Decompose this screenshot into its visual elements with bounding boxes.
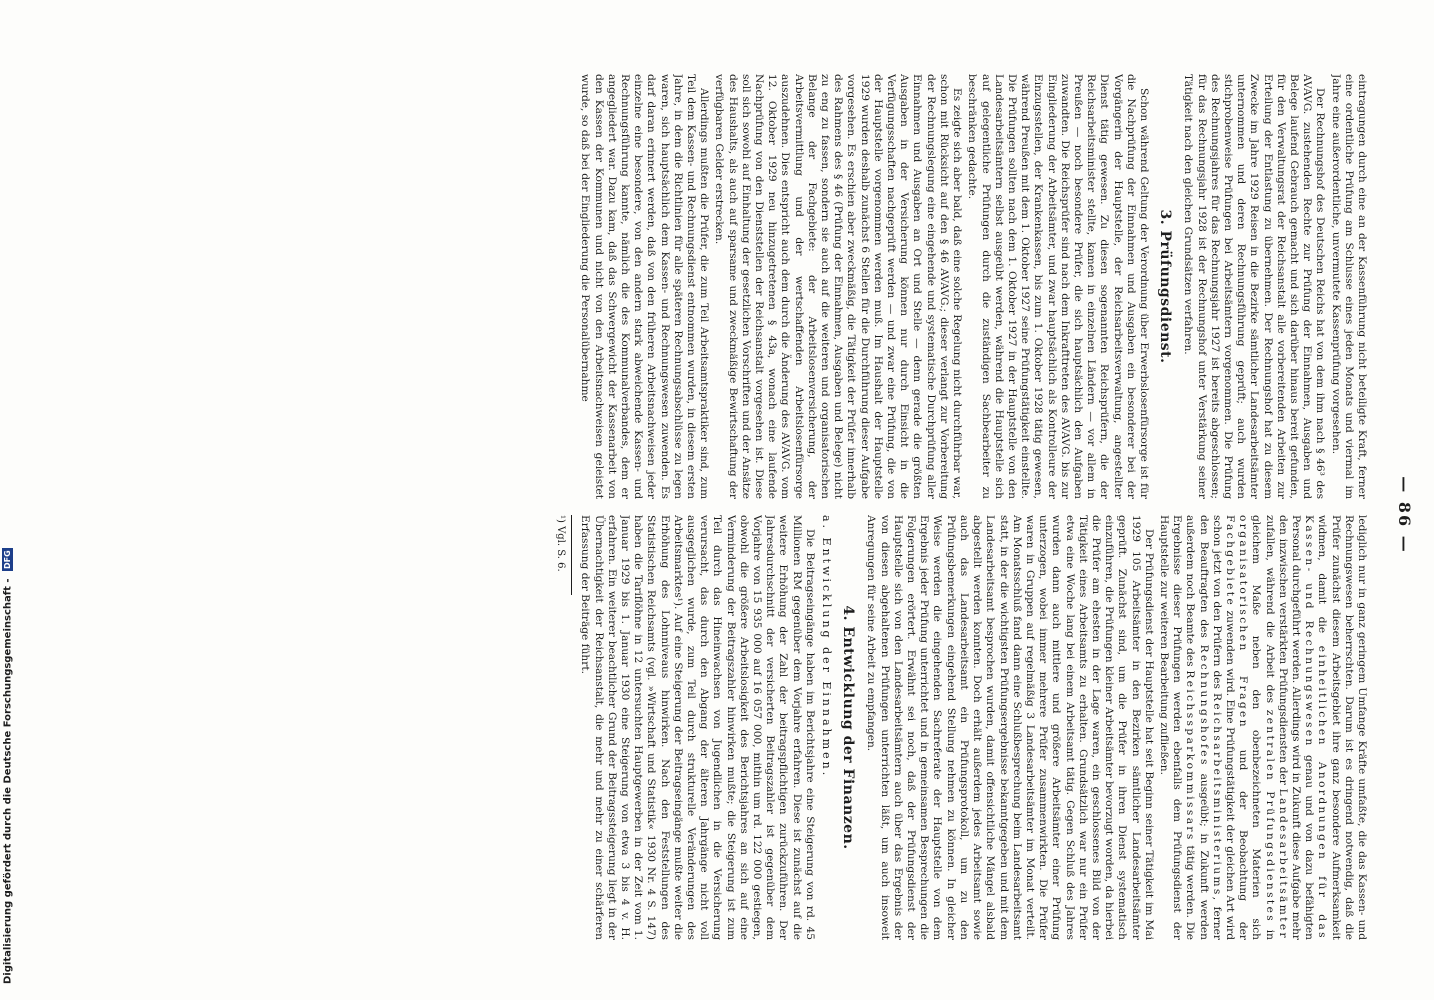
paragraph: eintragungen durch eine an der Kassenführung nicht beteiligte Kraft, ferner eine ordentliche Prüfung am Schlusse eines jeden Monats und viermal im Jahre eine außerordentliche, unvermutete Kassenprüfung vorgesehen. (1329, 74, 1368, 499)
paragraph: Der Prüfungsdienst der Hauptstelle hat seit Beginn seiner Tätigkeit im Mai 1929 105 Arbeitsämter in den Bezirken sämtlicher Landesarbeitsämter geprüft. Zunächst sind, um die Prüfer in ihren Dienst systematisch einzuführen, die Prüfungen kleiner Arbeitsämter bevorzugt worden, da hierbei die Prüfer am ehesten in der Lage waren, ein geschlossenes Bild von der Tätigkeit eines Arbeitsamts zu erhalten. Grundsätzlich war nur ein Prüfer etwa eine Woche lang bei einem Arbeitsamt tätig. Gegen Schluß des Jahres wurden dann auch mittlere und größere Arbeitsämter einer Prüfung unterzogen, wobei immer mehrere Prüfer zusammenwirkten. Die Prüfer waren in Gruppen auf regelmäßig 3 Landesarbeitsämter im Monat verteilt. Am Monatsschluß fand dann eine Schlußbesprechung beim Landesarbeitsamt statt, in der die wichtigsten Prüfungsergebnisse bekanntgegeben und mit dem Landesarbeitsamt besprochen wurden, damit offensichtliche Mängel alsbald abgestellt werden konnten. Doch erhält außerdem jedes Arbeitsamt sowie auch das Landesarbeitsamt ein Prüfungsprotokoll, um zu den Prüfungsbemerkungen eingehend Stellung nehmen zu können. In gleicher Weise werden die eingehenden Sachreferate der Hauptstelle von dem Ergebnis jeder Prüfung unterrichtet und in gemeinsamen Besprechungen die Folgerungen erörtert. Erwähnt sei noch, daß der Prüfungsdienst der Hauptstelle sich von den Landesarbeitsämtern auch über das Ergebnis der von diesen abgehaltenen Prüfungen unterrichten läßt, um auch insoweit Anregungen für seine Arbeit zu empfangen. (865, 515, 1155, 940)
credit-text: Digitalisierung gefördert durch die Deutsche Forschungsgemeinschaft - (2, 578, 14, 984)
emphasis-text: Reichssparkommissars (1184, 670, 1197, 842)
emphasis-text: Fachgebiete (1223, 515, 1236, 608)
right-column (113, 515, 1368, 940)
emphasis-text: Landesarbeitsämter (1276, 788, 1289, 940)
paragraph: Der Rechnungshof des Deutschen Reichs hat von dem ihm nach § 46³ des AVAVG. zustehenden Rechte zur Prüfung der Einnahmen, Ausgaben und Belege laufend Gebrauch gemacht und sich darüber hinaus bereit gefunden, für den Verwaltungsrat der Reichsanstalt alle vorbereitenden Arbeiten zur Erteilung der Entlastung zu übernehmen. Der Rechnungshof hat zu diesem Zwecke im Jahre 1929 Reisen in die Bezirke sämtlicher Landesarbeitsämter unternommen und deren Rechnungsführung geprüft; auch wurden stichprobenweise Prüfungen bei Arbeitsämtern vorgenommen. Die Prüfung des Rechnungsjahres für das Rechnungsjahr 1927 ist bereits abgeschlossen; für das Rechnungsjahr 1928 ist der Rechnungshof unter Verstärkung seiner Tätigkeit nach den gleichen Grundsätzen verfahren. (1182, 74, 1327, 499)
emphasis-text: organisatorischen Fragen (1237, 515, 1250, 729)
page-number: — 86 — (1395, 476, 1414, 554)
text-run: ausgeübt; in Zukunft werden außerdem noch Beamte des (1184, 515, 1210, 940)
text-run: tätig werden. Die Ergebnisse dieser Prüfungen werden ebenfalls dem Prüfungsdienst der Hauptstelle zur weiteren Bearbeitung zufließen. (1157, 515, 1197, 940)
emphasis-text: einheitlichen Anordnungen für das (1316, 645, 1329, 940)
text-run: lediglich nur in ganz geringem Umfange Kräfte umfaßte, die das Kassen- und Rechnungswesen beherrschten. Darum ist es dringend notwendig, daß die Prüfer zunächst diesem Arbeitsgebiet ihre ganz besondere Aufmerksamkeit widmen, damit die (1316, 515, 1368, 940)
emphasis-text: Reichsarbeitsministeriums, (1210, 693, 1223, 903)
text-run: zufallen, während die Arbeit des (1263, 515, 1276, 704)
emphasis-text: zentralen Prüfungsdienstes (1263, 709, 1276, 924)
credit-line (2, 548, 14, 984)
section-heading: 3. Prüfungsdienst. (1157, 209, 1174, 364)
text-run: in gleichem Maße neben den obenbezeichneten Materien sich (1250, 515, 1276, 940)
digitization-credit (0, 0, 18, 1000)
text-run: genau und von dazu befähigten Personal durchgeführt werden. Allerdings wird in Zukunft diese Aufgabe mehr den inzwischen verstärkten Prüfungsdiensten der (1276, 515, 1316, 940)
dfg-logo: DFG (3, 550, 12, 569)
paragraph: Allerdings mußten die Prüfer, die zum Teil Arbeitsamtspraktiker sind, zum Teil dem Kassen- und Rechnungsdienst entnommen wurden, in diesem ersten Jahre, in dem die Richtlinien für alle späteren Rechnungsabschlüsse zu legen waren, sich hauptsächlich dem Kassen- und Rechnungswesen zuwenden. Es darf daran erinnert werden, daß von den früheren Arbeitsnachweisen jeder einzelne eine besondere, von den andern stark abweichende Kassen- und Rechnungsführung kannte, nämlich die des Kommunalverbandes, dem er angegliedert war. Dazu kam, daß das Schwergewicht der Kassenarbeit von den Kassen der Kommunen und nicht von den Arbeitsnachweisen geleistet wurde, so daß bei der Eingliederung die Personalübernahme (579, 74, 711, 499)
text-run: und der Beobachtung der (1237, 749, 1250, 940)
text-run: zuwenden wird. Eine Prüfungstätigkeit der gleichen Art wird schon jetzt von den Prüfern des (1210, 515, 1236, 940)
emphasis-text: Rechnungshofes (1197, 644, 1210, 767)
footnote-divider (571, 515, 572, 595)
paragraph: Schon während Geltung der Verordnung über Erwerbslosenfürsorge ist für die Nachprüfung der Einnahmen und Ausgaben ein besonderer bei der Vorgängerin der Hauptstelle, der Reichsarbeitsverwaltung, angestellter Dienst tätig gewesen. Zu diesen sogenannten Reichsprüfern, die der Reichsarbeitsminister stellte, kamen in einzelnen Ländern — vor allem in Preußen — noch besondere Prüfer, die sich hauptsächlich den Aufgaben zuwandten. Die Reichsprüfer sind nach dem Inkrafttreten des AVAVG. bis zur Eingliederung der Arbeitsämter, und zwar hauptsächlich als Kontrolleure der Einzugsstellen, der Krankenkassen, bis zum 1. Oktober 1928 tätig gewesen, während Preußen mit dem 1. Oktober 1927 seine Prüfungstätigkeit einstellte. Die Prüfungen sollten nach dem 1. Oktober 1927 in der Hauptstelle von den Landesarbeitsämtern selbst ausgeübt werden, während die Hauptstelle sich auf gelegentliche Prüfungen durch die zuständigen Sachbearbeiter zu beschränken gedachte. (966, 74, 1150, 499)
footnote: ¹) Vgl. S. 6. (555, 515, 567, 572)
emphasis-text: Kassen- und Rechnungswesen (1303, 515, 1316, 748)
paragraph: Die Beitragseingänge haben im Berichtsjahre eine Steigerung von rd. 45 Millionen RM gegenüber dem Vorjahre erfahren. Diese ist zunächst auf die weitere Erhöhung der Zahl der beitragspflichtigen zurückzuführen. Der Jahresdurchschnitt der versicherten Beitragszahler ist gegenüber dem Vorjahre von 15 935 000 auf 16 057 000, mithin um rd. 122 000 gestiegen, obwohl die größere Arbeitslosigkeit des Berichtsjahres an sich auf eine Verminderung der Beitragszahler hinwirken mußte; die Steigerung ist zum Teil durch das Hineinwachsen von Jugendlichen in die Versicherung verursacht, das durch den Abgang der älteren Jahrgänge nicht voll ausgeglichen wurde, zum Teil durch strukturelle Veränderungen des Arbeitsmarktes¹). Auf eine Steigerung der Beitragseingänge mußte weiter die Erhöhung des Lohnniveaus hinwirken. Nach den Feststellungen des Statistischen Reichsamts (vgl. »Wirtschaft und Statistik« 1930 Nr. 4 S. 147) haben die Tariflöhne in 12 untersuchten Hauptgewerben in der Zeit vom 1. Januar 1929 bis 1. Januar 1930 eine Steigerung von etwa 3 bis 4 v. H. erfahren. Ein weiterer beachtlicher Grund der Beitragssteigerung liegt in der Übernachtigkeit der Reichsanstalt, die mehr und mehr zu einer schärferen Erfassung der Beiträge führt. (579, 515, 816, 940)
section-heading: 4. Entwicklung der Finanzen. (840, 605, 857, 850)
paragraph: Es zeigte sich aber bald, daß eine solche Regelung nicht durchführbar war, schon mit Rücksicht auf den § 46 AVAVG.; dieser verlangt zur Vorbereitung der Rechnungslegung eine eingehende und systematische Durchprüfung aller Einnahmen und Ausgaben an Ort und Stelle — denn gerade die größten Ausgaben in der Versicherung können nur durch Einsicht in die Verfügungsschaften nachgeprüft werden — und zwar eine Prüfung, die von der Hauptstelle vorgenommen werden muß. Im Haushalt der Hauptstelle 1929 wurden deshalb zunächst 6 Stellen für die Durchführung dieser Aufgabe vorgesehen. Es erschien aber zweckmäßig, die Tätigkeit der Prüfer innerhalb des Rahmens des § 46 (Prüfung der Einnahmen, Ausgaben und Belege) nicht zu eng zu fassen, sondern sie auch auf die weiteren und organisatorischen Belange der Fachgebiete: der Arbeitslosenversicherung, der Arbeitsvermittlung und der wertschaffenden Arbeitslosenfürsorge auszudehnen. Dies entspricht auch dem durch die Änderung des AVAVG. vom 12. Oktober 1929 neu hinzugetretenen § 43a, wonach eine laufende Nachprüfung von den Dienststellen der Reichsanstalt vorgesehen ist. Diese soll sich sowohl auf Einhaltung der gesetzlichen Vorschriften und der Ansätze des Haushalts, als auch auf sparsame und zweckmäßige Bewirtschaftung der verfügbaren Gelder erstrecken. (713, 74, 964, 499)
paragraph (1157, 515, 1368, 940)
left-column (113, 74, 1368, 499)
subsection-heading: a. Entwicklung der Einnahmen. (820, 515, 834, 779)
text-run: ferner den Beauftragten des (1197, 515, 1223, 940)
